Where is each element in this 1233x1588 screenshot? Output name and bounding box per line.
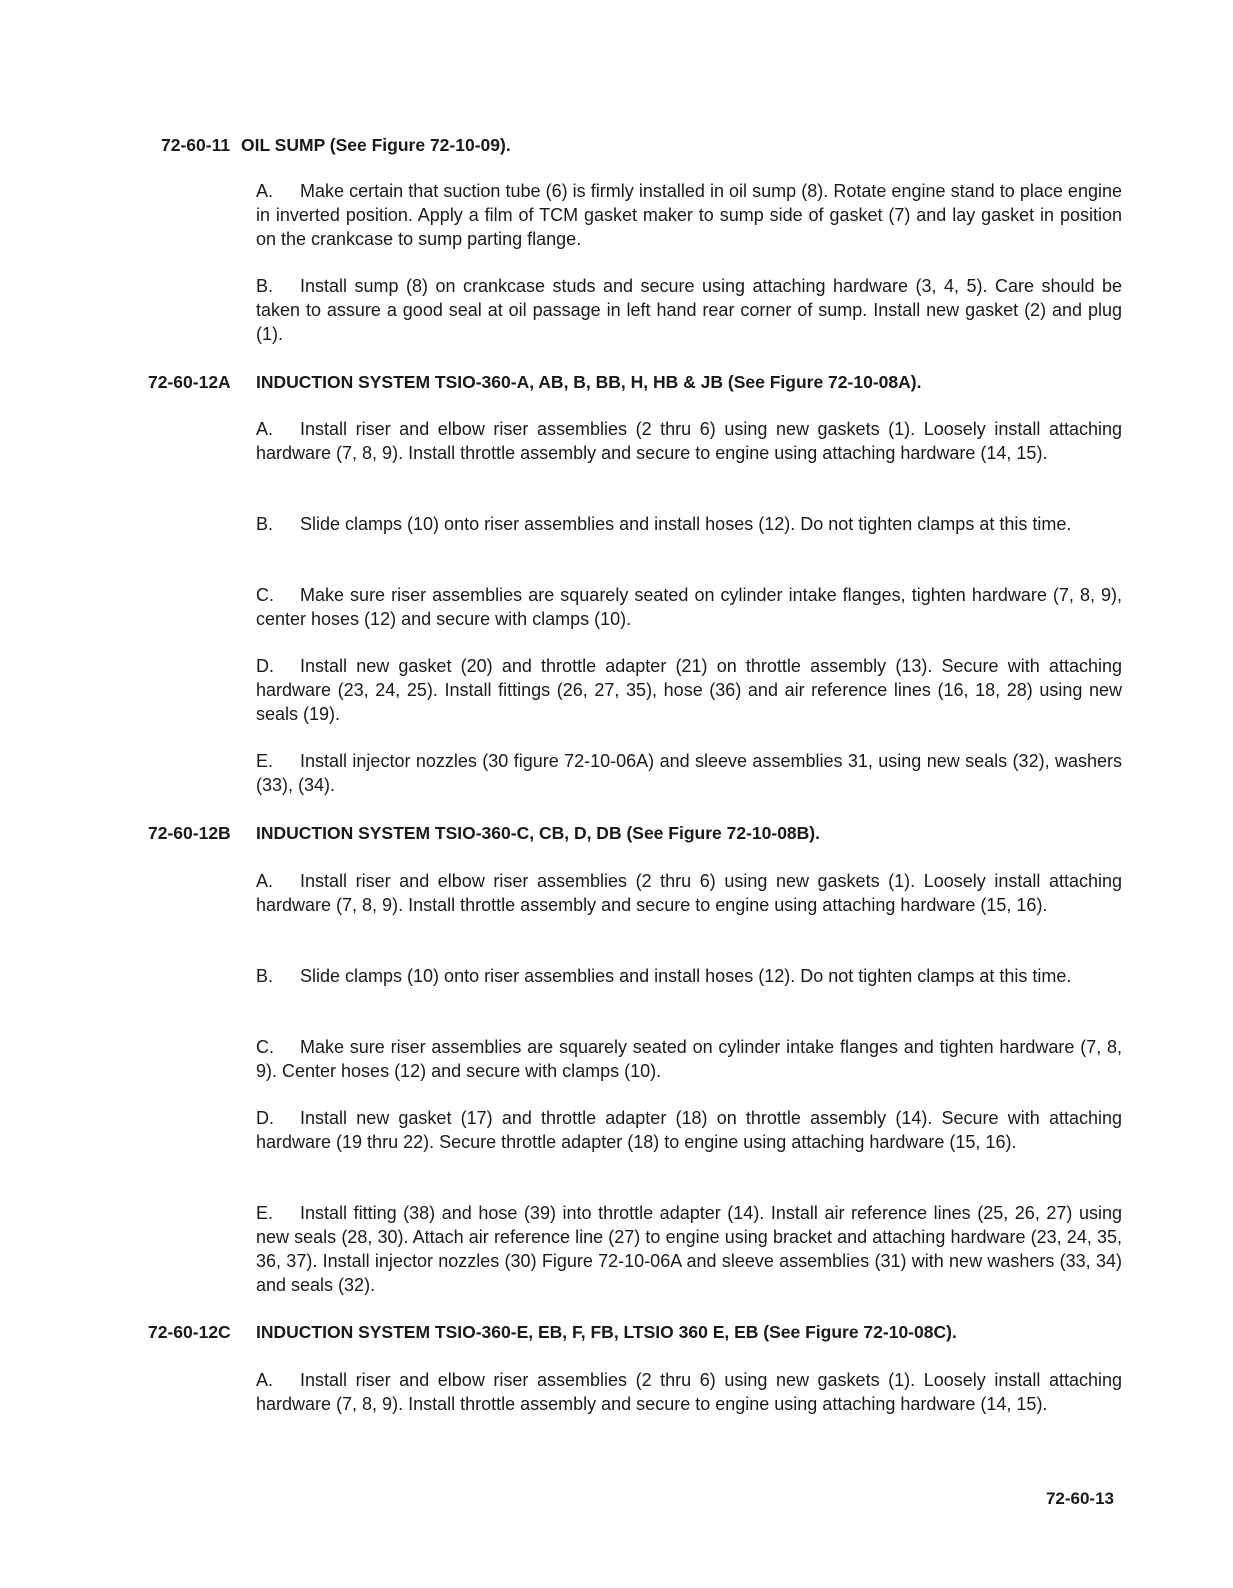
paragraph <box>256 964 1122 988</box>
paragraph-letter: B. <box>256 514 274 534</box>
paragraph-text: Install new gasket (17) and throttle adapter (18) on throttle assembly (14). Secure with attaching hardware (19 thru 22). Secure throttle adapter (18) to engine using attaching hardware (15, 16). <box>256 1108 1122 1152</box>
paragraph <box>256 749 1122 797</box>
section-number: 72-60-11 <box>161 135 231 155</box>
paragraph-letter: A. <box>256 181 274 201</box>
paragraph <box>256 654 1122 726</box>
paragraph <box>256 179 1122 251</box>
paragraph-text: Install riser and elbow riser assemblies (2 thru 6) using new gaskets (1). Loosely install attaching hardware (7, 8, 9). Install throttle assembly and secure to engine using attaching hardware (15, 16). <box>256 871 1122 915</box>
section-title: OIL SUMP (See Figure 72-10-09). <box>240 135 511 155</box>
section-title: INDUCTION SYSTEM TSIO-360-A, AB, B, BB, H, HB & JB (See Figure 72-10-08A). <box>256 372 922 392</box>
paragraph-letter: C. <box>256 1037 274 1057</box>
section-heading <box>148 1321 957 1343</box>
paragraph-text: Install sump (8) on crankcase studs and secure using attaching hardware (3, 4, 5). Care should be taken to assure a good seal at oil passage in left hand rear corner of sump. Install new gasket (2) and plug (1). <box>256 276 1122 344</box>
paragraph-letter: A. <box>256 1370 274 1390</box>
section-heading <box>148 822 820 844</box>
page-number: 72-60-13 <box>1045 1489 1114 1508</box>
paragraph-text: Install riser and elbow riser assemblies (2 thru 6) using new gaskets (1). Loosely install attaching hardware (7, 8, 9). Install throttle assembly and secure to engine using attaching hardware (14, 15). <box>256 1370 1122 1414</box>
paragraph-letter: B. <box>256 966 274 986</box>
paragraph-letter: B. <box>256 276 274 296</box>
paragraph <box>256 583 1122 631</box>
paragraph-letter: E. <box>256 751 274 771</box>
paragraph-text: Install new gasket (20) and throttle adapter (21) on throttle assembly (13). Secure with attaching hardware (23, 24, 25). Install fittings (26, 27, 35), hose (36) and air reference lines (16, 18, 28) using new seals (19). <box>256 656 1122 724</box>
paragraph-letter: A. <box>256 419 274 439</box>
paragraph-letter: D. <box>256 656 274 676</box>
section-heading <box>148 371 921 393</box>
section-number: 72-60-12A <box>148 372 231 392</box>
paragraph <box>256 1035 1122 1083</box>
paragraph <box>256 1106 1122 1154</box>
paragraph <box>256 274 1122 346</box>
paragraph-text: Install fitting (38) and hose (39) into throttle adapter (14). Install air reference lines (25, 26, 27) using new seals (28, 30). Attach air reference line (27) to engine using bracket and attaching hardware (23, 24, 35, 36, 37). Install injector nozzles (30) Figure 72-10-06A and sleeve assemblies (31) with new washers (33, 34) and seals (32). <box>256 1203 1122 1295</box>
paragraph-letter: C. <box>256 585 274 605</box>
paragraph <box>256 869 1122 917</box>
section-number: 72-60-12C <box>148 1322 231 1342</box>
paragraph-letter: E. <box>256 1203 274 1223</box>
paragraph <box>256 1368 1122 1416</box>
paragraph-text: Slide clamps (10) onto riser assemblies and install hoses (12). Do not tighten clamps at this time. <box>300 514 1072 534</box>
section-number: 72-60-12B <box>148 823 231 843</box>
section-heading <box>161 134 511 156</box>
paragraph-text: Make sure riser assemblies are squarely seated on cylinder intake flanges, tighten hardware (7, 8, 9), center hoses (12) and secure with clamps (10). <box>256 585 1122 629</box>
paragraph <box>256 512 1122 536</box>
paragraph-text: Make certain that suction tube (6) is firmly installed in oil sump (8). Rotate engine stand to place engine in inverted position. Apply a film of TCM gasket maker to sump side of gasket (7) and lay gasket in position on the crankcase to sump parting flange. <box>256 181 1122 249</box>
paragraph <box>256 417 1122 465</box>
paragraph-letter: D. <box>256 1108 274 1128</box>
section-title: INDUCTION SYSTEM TSIO-360-C, CB, D, DB (See Figure 72-10-08B). <box>256 823 820 843</box>
paragraph <box>256 1201 1122 1297</box>
section-title: INDUCTION SYSTEM TSIO-360-E, EB, F, FB, LTSIO 360 E, EB (See Figure 72-10-08C). <box>256 1322 957 1342</box>
paragraph-text: Install injector nozzles (30 figure 72-10-06A) and sleeve assemblies 31, using new seals (32), washers (33), (34). <box>256 751 1122 795</box>
paragraph-text: Install riser and elbow riser assemblies (2 thru 6) using new gaskets (1). Loosely install attaching hardware (7, 8, 9). Install throttle assembly and secure to engine using attaching hardware (14, 15). <box>256 419 1122 463</box>
paragraph-letter: A. <box>256 871 274 891</box>
paragraph-text: Make sure riser assemblies are squarely seated on cylinder intake flanges and tighten hardware (7, 8, 9). Center hoses (12) and secure with clamps (10). <box>256 1037 1122 1081</box>
paragraph-text: Slide clamps (10) onto riser assemblies and install hoses (12). Do not tighten clamps at this time. <box>300 966 1072 986</box>
